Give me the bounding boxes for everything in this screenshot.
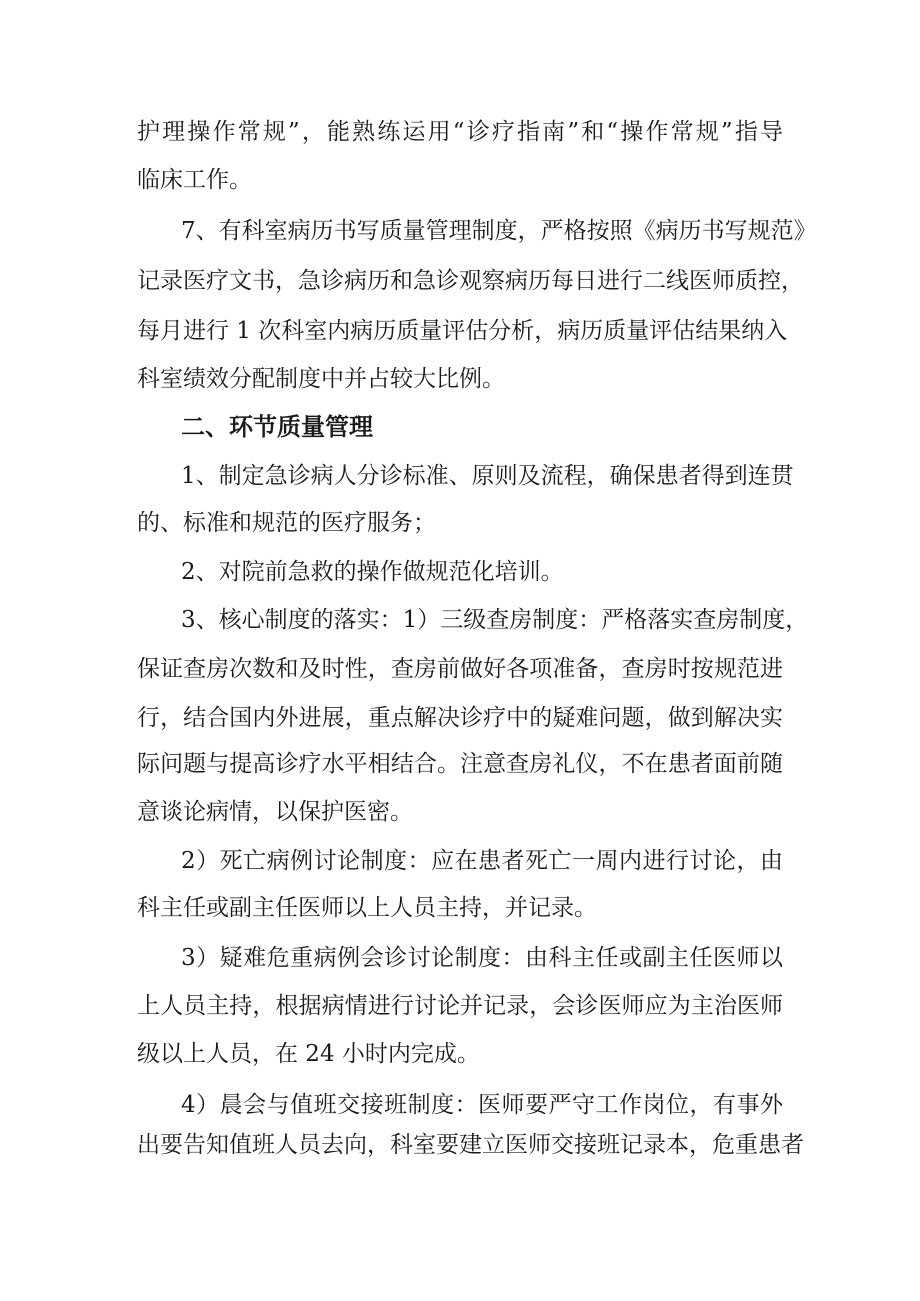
paragraph-line: 科主任或副主任医师以上人员主持，并记录。 (137, 895, 597, 921)
paragraph-line: 2）死亡病例讨论制度：应在患者死亡一周内进行讨论，由 (181, 848, 783, 874)
paragraph-line: 记录医疗文书，急诊病历和急诊观察病历每日进行二线医师质控， (137, 268, 804, 294)
paragraph-line: 科室绩效分配制度中并占较大比例。 (137, 366, 505, 392)
section-heading: 二、环节质量管理 (181, 413, 373, 441)
paragraph-line: 7、有科室病历书写质量管理制度，严格按照《病历书写规范》 (181, 218, 817, 244)
paragraph-line: 护理操作常规”，能熟练运用“诊疗指南”和“操作常规”指导 (137, 119, 783, 145)
paragraph-line: 上人员主持，根据病情进行讨论并记录，会诊医师应为主治医师 (137, 993, 783, 1019)
paragraph-line: 1、制定急诊病人分诊标准、原则及流程，确保患者得到连贯 (181, 463, 794, 489)
paragraph-line: 2、对院前急救的操作做规范化培训。 (181, 559, 564, 585)
paragraph-line: 行，结合国内外进展，重点解决诊疗中的疑难问题，做到解决实 (137, 705, 783, 731)
paragraph-line: 4）晨会与值班交接班制度：医师要严守工作岗位，有事外 (181, 1092, 783, 1118)
paragraph-line: 保证查房次数和及时性，查房前做好各项准备，查房时按规范进 (137, 656, 783, 682)
paragraph-line: 3、核心制度的落实：1）三级查房制度：严格落实查房制度， (181, 607, 809, 633)
paragraph-line: 出要告知值班人员去向，科室要建立医师交接班记录本，危重患者 (137, 1132, 804, 1158)
paragraph-line: 际问题与提高诊疗水平相结合。注意查房礼仪，不在患者面前随 (137, 751, 783, 777)
paragraph-line: 每月进行 1 次科室内病历质量评估分析，病历质量评估结果纳入 (137, 318, 788, 344)
paragraph-line: 3）疑难危重病例会诊讨论制度：由科主任或副主任医师以 (181, 945, 783, 971)
paragraph-line: 临床工作。 (137, 167, 252, 193)
paragraph-line: 级以上人员，在 24 小时内完成。 (137, 1041, 480, 1067)
paragraph-line: 意谈论病情，以保护医密。 (137, 799, 413, 825)
paragraph-line: 的、标准和规范的医疗服务； (137, 510, 436, 536)
